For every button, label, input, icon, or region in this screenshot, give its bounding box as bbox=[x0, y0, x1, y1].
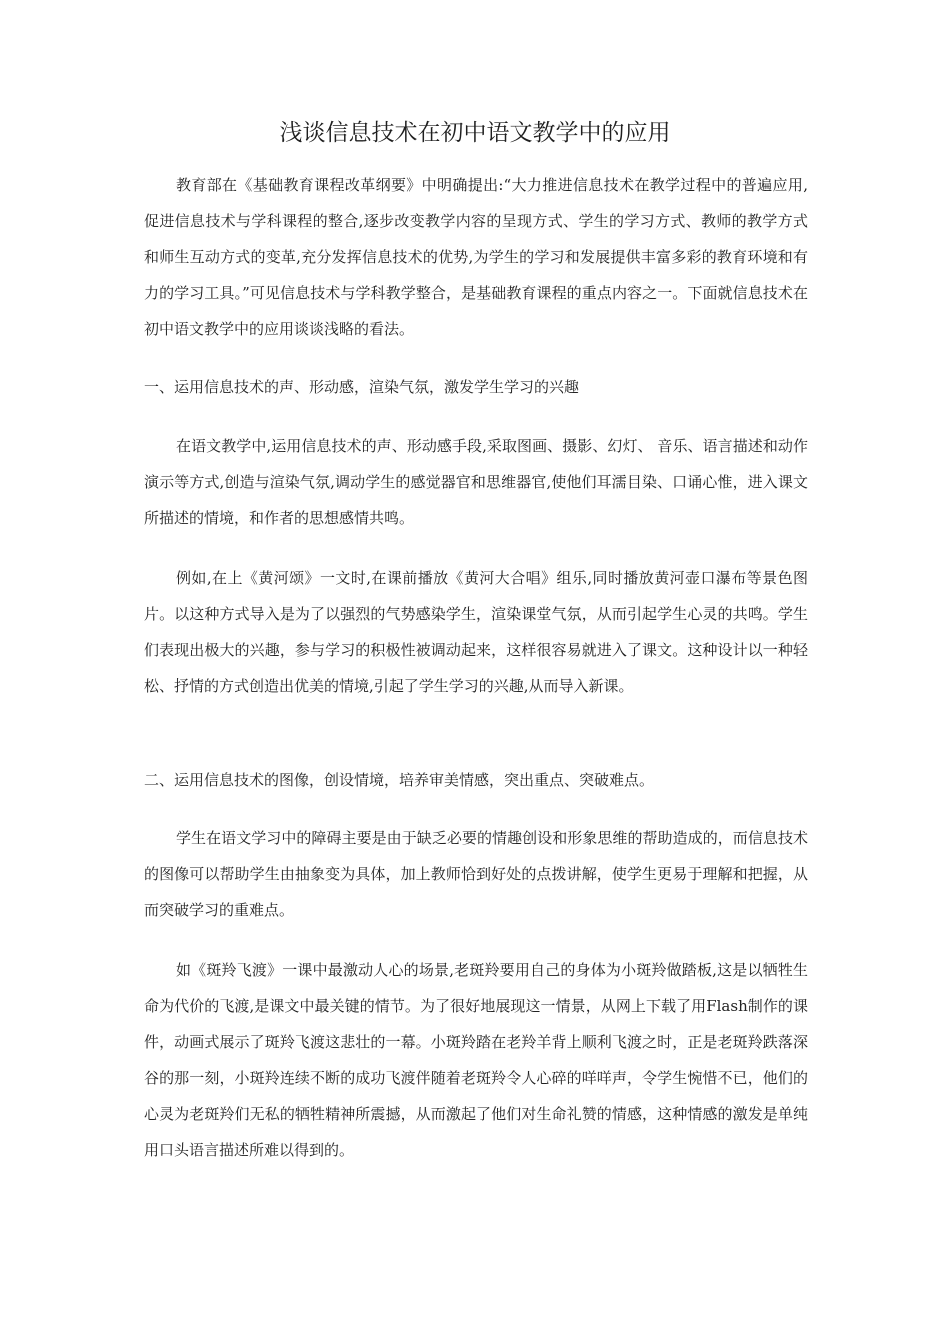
section2-paragraph-1: 学生在语文学习中的障碍主要是由于缺乏必要的情趣创设和形象思维的帮助造成的，而信息技术的图像可以帮助学生由抽象变为具体，加上教师恰到好处的点拨讲解，使学生更易于理解和把握，从而突破学习的重难点。 bbox=[144, 829, 808, 919]
section1-paragraph-1: 在语文教学中,运用信息技术的声、形动感手段,采取图画、摄影、幻灯、 音乐、语言描述和动作演示等方式,创造与渲染气氛,调动学生的感觉器官和思维器官,使他们耳濡目染、口诵心惟，进入课文所描述的情境，和作者的思想感情共鸣。 bbox=[144, 437, 808, 527]
intro-paragraph: 教育部在《基础教育课程改革纲要》中明确提出:“大力推进信息技术在教学过程中的普遍应用,促进信息技术与学科课程的整合,逐步改变教学内容的呈现方式、学生的学习方式、教师的教学方式和师生互动方式的变革,充分发挥信息技术的优势,为学生的学习和发展提供丰富多彩的教育环境和有力的学习工具。”可见信息技术与学科教学整合，是基础教育课程的重点内容之一。下面就信息技术在初中语文教学中的应用谈谈浅略的看法。 bbox=[144, 176, 808, 338]
section-heading-1: 一、运用信息技术的声、形动感，渲染气氛，激发学生学习的兴趣 bbox=[144, 378, 580, 396]
document-title: 浅谈信息技术在初中语文教学中的应用 bbox=[279, 120, 671, 146]
section-heading-2: 二、运用信息技术的图像，创设情境，培养审美情感，突出重点、突破难点。 bbox=[144, 771, 655, 789]
section2-paragraph-2: 如《斑羚飞渡》一课中最激动人心的场景,老斑羚要用自己的身体为小斑羚做踏板,这是以牺牲生命为代价的飞渡,是课文中最关键的情节。为了很好地展现这一情景，从网上下载了用Flash制作的课件，动画式展示了斑羚飞渡这悲壮的一幕。小斑羚踏在老羚羊背上顺利飞渡之时，正是老斑羚跌落深谷的那一刻，小斑羚连续不断的成功飞渡伴随着老斑羚令人心碎的咩咩声，令学生惋惜不已，他们的心灵为老斑羚们无私的牺牲精神所震撼，从而激起了他们对生命礼赞的情感，这种情感的激发是单纯用口头语言描述所难以得到的。 bbox=[144, 961, 808, 1159]
section1-paragraph-2: 例如,在上《黄河颂》一文时,在课前播放《黄河大合唱》组乐,同时播放黄河壶口瀑布等景色图片。以这种方式导入是为了以强烈的气势感染学生，渲染课堂气氛，从而引起学生心灵的共鸣。学生们表现出极大的兴趣，参与学习的积极性被调动起来，这样很容易就进入了课文。这种设计以一种轻松、抒情的方式创造出优美的情境,引起了学生学习的兴趣,从而导入新课。 bbox=[144, 569, 808, 695]
